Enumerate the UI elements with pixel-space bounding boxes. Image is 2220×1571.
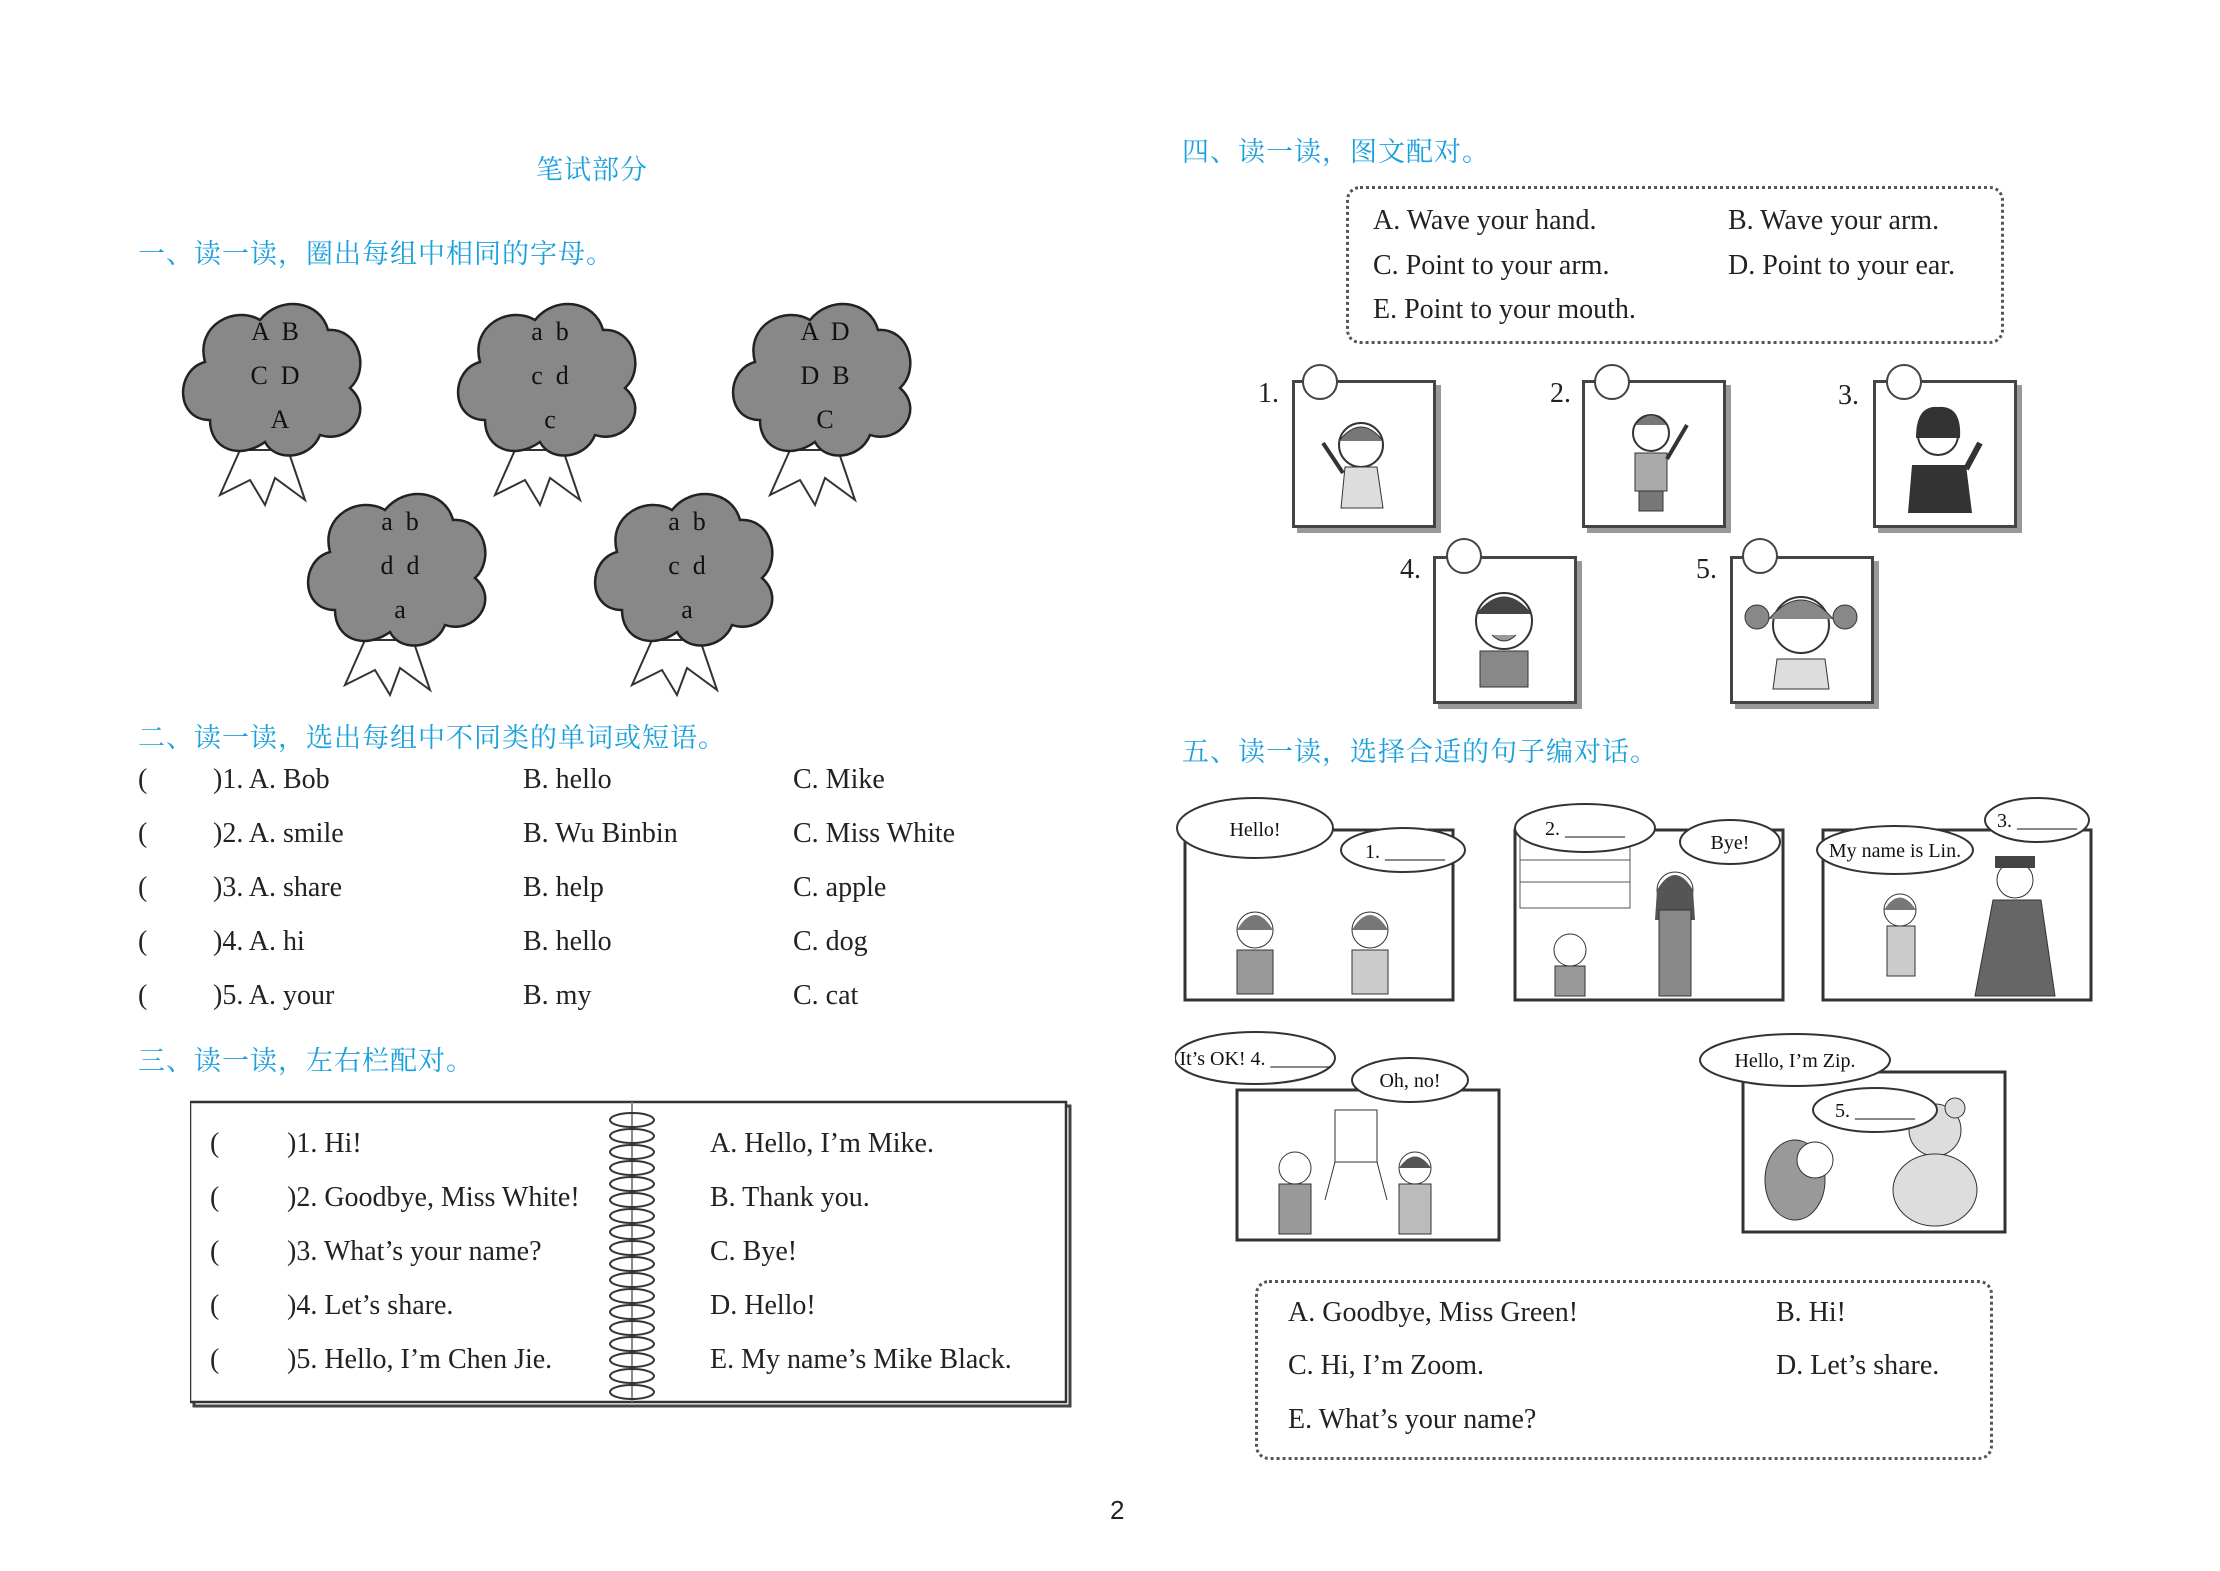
answer-paren-4[interactable]: ( [138,926,148,957]
option-5-b: B. Hi! [1776,1297,1846,1328]
tree-1-row-1: A B [251,317,299,346]
pic-number-3: 3. [1838,380,1859,411]
pic-3-girl-pointing-arm [1873,380,2017,528]
bubble-1-hello: Hello! [1229,819,1281,841]
item-3-a: )3. A. share [213,872,343,903]
tree-3-row-2: D B [800,361,850,390]
match-right-c: C. Bye! [710,1236,798,1267]
section-4-heading: 四、读一读，图文配对。 [1182,137,1490,168]
match-left-4: )4. Let’s share. [287,1290,454,1321]
tree-2 [458,304,635,505]
section-3-heading: 三、读一读，左右栏配对。 [138,1046,474,1077]
section-1-heading: 一、读一读，圈出每组中相同的字母。 [138,239,614,270]
tree-5 [595,494,772,695]
item-2-a: )2. A. smile [213,818,344,849]
match-paren-1[interactable]: ( [210,1128,220,1159]
section-5-heading: 五、读一读，选择合适的句子编对话。 [1182,737,1658,768]
bubble-4-oh-no: Oh, no! [1379,1070,1441,1092]
list-item [138,926,1038,966]
page-title: 笔试部分 [536,155,648,186]
item-2-c: C. Miss White [793,818,956,849]
bubble-3-name: My name is Lin. [1828,840,1962,862]
tree-4-row-1: a b [381,507,419,536]
tree-3 [733,304,910,505]
pic-number-5: 5. [1696,554,1717,585]
tree-5-row-1: a b [668,507,706,536]
list-item [138,980,1038,1020]
option-4-b: B. Wave your arm. [1728,205,1940,236]
list-item [138,764,1038,804]
item-1-b: B. hello [523,764,612,795]
match-right-e: E. My name’s Mike Black. [710,1344,1012,1375]
tree-5-row-3: a [681,595,693,624]
option-5-c: C. Hi, I’m Zoom. [1288,1350,1484,1381]
match-paren-2[interactable]: ( [210,1182,220,1213]
bubble-2-blank: 2. ______ [1545,818,1625,840]
item-1-c: C. Mike [793,764,885,795]
match-right-d: D. Hello! [710,1290,816,1321]
match-right-b: B. Thank you. [710,1182,870,1213]
pic-4-boy-mouth [1433,556,1577,704]
match-left-3: )3. What’s your name? [287,1236,542,1267]
option-5-e: E. What’s your name? [1288,1404,1537,1435]
list-item [138,872,1038,912]
item-5-a: )5. A. your [213,980,335,1011]
pic-number-1: 1. [1258,378,1279,409]
item-5-c: C. cat [793,980,859,1011]
tree-2-row-2: c d [531,361,569,390]
answer-paren-5[interactable]: ( [138,980,148,1011]
answer-circle-2[interactable] [1594,364,1630,400]
bubble-4-blank: It’s OK! 4. ______ [1179,1048,1331,1070]
bubble-5-blank: 5. ______ [1835,1100,1915,1122]
answer-circle-3[interactable] [1886,364,1922,400]
tree-3-row-1: A D [800,317,850,346]
match-paren-3[interactable]: ( [210,1236,220,1267]
comic-panels [1175,790,2110,1260]
tree-4-row-2: d d [380,551,420,580]
tree-1-row-2: C D [250,361,300,390]
answer-circle-5[interactable] [1742,538,1778,574]
tree-5-row-2: c d [668,551,706,580]
comic-panel-2 [1515,804,1783,1000]
item-4-b: B. hello [523,926,612,957]
comic-panel-1 [1177,798,1465,1000]
item-5-b: B. my [523,980,592,1011]
answer-paren-1[interactable]: ( [138,764,148,795]
page-number: 2 [1110,1495,1125,1525]
pic-number-2: 2. [1550,378,1571,409]
tree-2-row-3: c [544,405,556,434]
option-4-e: E. Point to your mouth. [1373,294,1636,325]
comic-panel-5 [1700,1034,2005,1232]
option-4-c: C. Point to your arm. [1373,250,1610,281]
match-paren-5[interactable]: ( [210,1344,220,1375]
bubble-1-blank: 1. ______ [1365,841,1445,863]
option-5-a: A. Goodbye, Miss Green! [1288,1297,1579,1328]
tree-2-row-1: a b [531,317,569,346]
answer-paren-2[interactable]: ( [138,818,148,849]
pic-5-girl-ear [1730,556,1874,704]
comic-panel-3 [1817,798,2091,1000]
bubble-2-bye: Bye! [1710,832,1750,854]
match-left-2: )2. Goodbye, Miss White! [287,1182,580,1213]
item-3-b: B. help [523,872,604,903]
item-4-a: )4. A. hi [213,926,305,957]
option-4-d: D. Point to your ear. [1728,250,1956,281]
tree-1-row-3: A [270,405,290,434]
tree-1 [183,304,360,505]
match-right-a: A. Hello, I’m Mike. [710,1128,934,1159]
answer-paren-3[interactable]: ( [138,872,148,903]
letter-trees [180,285,940,705]
bubble-3-blank: 3. ______ [1997,810,2077,832]
answer-circle-4[interactable] [1446,538,1482,574]
answer-circle-1[interactable] [1302,364,1338,400]
tree-4-row-3: a [394,595,406,624]
item-4-c: C. dog [793,926,868,957]
tree-4 [308,494,485,695]
list-item [138,818,1038,858]
item-2-b: B. Wu Binbin [523,818,678,849]
comic-panel-4 [1175,1032,1499,1240]
match-left-5: )5. Hello, I’m Chen Jie. [287,1344,553,1375]
match-left-1: )1. Hi! [287,1128,362,1159]
option-4-a: A. Wave your hand. [1373,205,1597,236]
option-5-d: D. Let’s share. [1776,1350,1940,1381]
item-3-c: C. apple [793,872,887,903]
match-paren-4[interactable]: ( [210,1290,220,1321]
section-2-heading: 二、读一读，选出每组中不同类的单词或短语。 [138,723,726,754]
pic-number-4: 4. [1400,554,1421,585]
item-1-a: )1. A. Bob [213,764,330,795]
pic-2-boy-waving [1582,380,1726,528]
pic-1-girl-waving [1292,380,1436,528]
bubble-5-zip: Hello, I’m Zip. [1734,1050,1856,1072]
tree-3-row-3: C [816,405,834,434]
